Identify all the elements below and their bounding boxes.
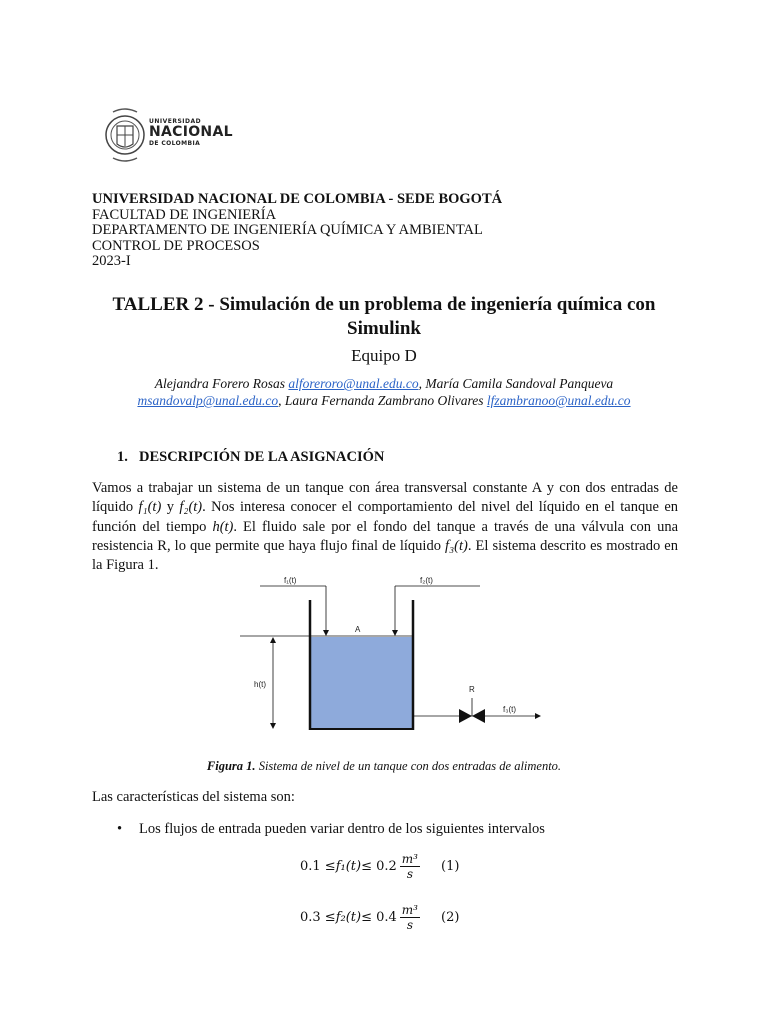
tank-diagram xyxy=(240,572,550,732)
logo-line-1: UNIVERSIDAD xyxy=(149,118,202,125)
equation-unit xyxy=(400,852,420,881)
assignment-description xyxy=(92,479,678,575)
caption-text: Sistema de nivel de un tanque con dos entradas de alimento. xyxy=(255,759,562,773)
math-f1: f₁(t) xyxy=(138,499,162,516)
label-f1: f₁(t) xyxy=(284,576,297,585)
bullet-item xyxy=(117,821,545,838)
unit-denominator: s xyxy=(406,867,413,881)
label-f2: f₂(t) xyxy=(420,576,433,585)
equation-variable: f₂(t) xyxy=(335,910,362,925)
unit-numerator: m³ xyxy=(401,852,418,866)
math-f3: f₃(t) xyxy=(445,537,468,554)
header-department: DEPARTAMENTO DE INGENIERÍA QUÍMICA Y AMBIENTAL xyxy=(92,222,483,238)
author-2-email-link[interactable]: msandovalp@unal.edu.co xyxy=(137,393,279,408)
math-f2: f₂(t) xyxy=(179,499,203,516)
equation-rhs: ≤ 0.4 xyxy=(361,910,397,925)
equation-lhs: 0.3 ≤ xyxy=(300,910,336,925)
header-semester: 2023-I xyxy=(92,253,131,269)
author-3-name: Laura Fernanda Zambrano Olivares xyxy=(284,393,484,408)
equation-unit xyxy=(400,903,420,932)
university-logo xyxy=(103,104,233,166)
logo-line-2: NACIONAL xyxy=(149,124,233,140)
label-area: A xyxy=(355,625,361,634)
paragraph-text: . El fluido sale por el fondo del tanque a través de una válvula con una resistencia R, lo que permite que haya flujo final de líquido xyxy=(92,518,679,554)
logo-line-3: DE COLOMBIA xyxy=(149,140,201,147)
paragraph-text: . Nos interesa conocer el comportamiento del nivel del líquido en el tanque en función del tiempo xyxy=(92,499,679,535)
section-title: DESCRIPCIÓN DE LA ASIGNACIÓN xyxy=(139,449,385,465)
tank-water xyxy=(311,637,412,729)
section-heading xyxy=(117,449,384,466)
math-h: h(t) xyxy=(212,518,234,535)
equation-lhs: 0.1 ≤ xyxy=(300,859,336,874)
author-1-name: Alejandra Forero Rosas xyxy=(154,376,286,391)
label-f3: f₃(t) xyxy=(503,705,517,714)
header-course: CONTROL DE PROCESOS xyxy=(92,237,260,254)
unit-numerator: m³ xyxy=(401,903,418,917)
team-name: Equipo D xyxy=(351,346,417,365)
author-3-email-link[interactable]: lfzambranoo@unal.edu.co xyxy=(486,393,631,408)
author-1-email-link[interactable]: alforeroro@unal.edu.co xyxy=(288,376,419,391)
bullet-marker: • xyxy=(117,821,123,837)
equation-number: (1) xyxy=(441,859,460,874)
figure-caption xyxy=(90,759,678,774)
document-title: TALLER 2 - Simulación de un problema de ingeniería química con Simulink xyxy=(112,294,656,339)
label-resistance: R xyxy=(469,685,475,694)
label-height: h(t) xyxy=(254,680,266,689)
paragraph-text: y xyxy=(161,499,180,516)
paragraph-text: Vamos a trabajar un sistema de un tanque con área transversal constante A y con dos entradas de líquido xyxy=(92,480,678,516)
unit-denominator: s xyxy=(406,918,413,932)
header-university: UNIVERSIDAD NACIONAL DE COLOMBIA - SEDE BOGOTÁ xyxy=(92,191,503,207)
equation-1 xyxy=(300,852,459,881)
bullet-text: Los flujos de entrada pueden variar dentro de los siguientes intervalos xyxy=(139,821,545,837)
document-header xyxy=(92,192,502,270)
system-characteristics-intro: Las características del sistema son: xyxy=(92,789,295,805)
equation-2 xyxy=(300,903,459,932)
paragraph-text: . El sistema descrito es mostrado en la Figura 1. xyxy=(92,537,678,574)
equation-variable: f₁(t) xyxy=(335,859,362,874)
equation-number: (2) xyxy=(441,910,460,925)
university-seal-icon xyxy=(103,104,147,166)
header-faculty: FACULTAD DE INGENIERÍA xyxy=(92,206,277,223)
section-number: 1. xyxy=(117,449,128,465)
caption-label: Figura 1. xyxy=(206,759,256,773)
equation-rhs: ≤ 0.2 xyxy=(361,859,397,874)
author-2-name: María Camila Sandoval Panqueva xyxy=(425,376,614,391)
authors-block: Alejandra Forero Rosas alforeroro@unal.edu.co, María Camila Sandoval Panqueva msandovalp@unal.edu.co, Laura Fernanda Zambrano Olivares lfzambranoo@unal.edu.co xyxy=(137,376,631,408)
tank-diagram-svg xyxy=(240,572,550,732)
